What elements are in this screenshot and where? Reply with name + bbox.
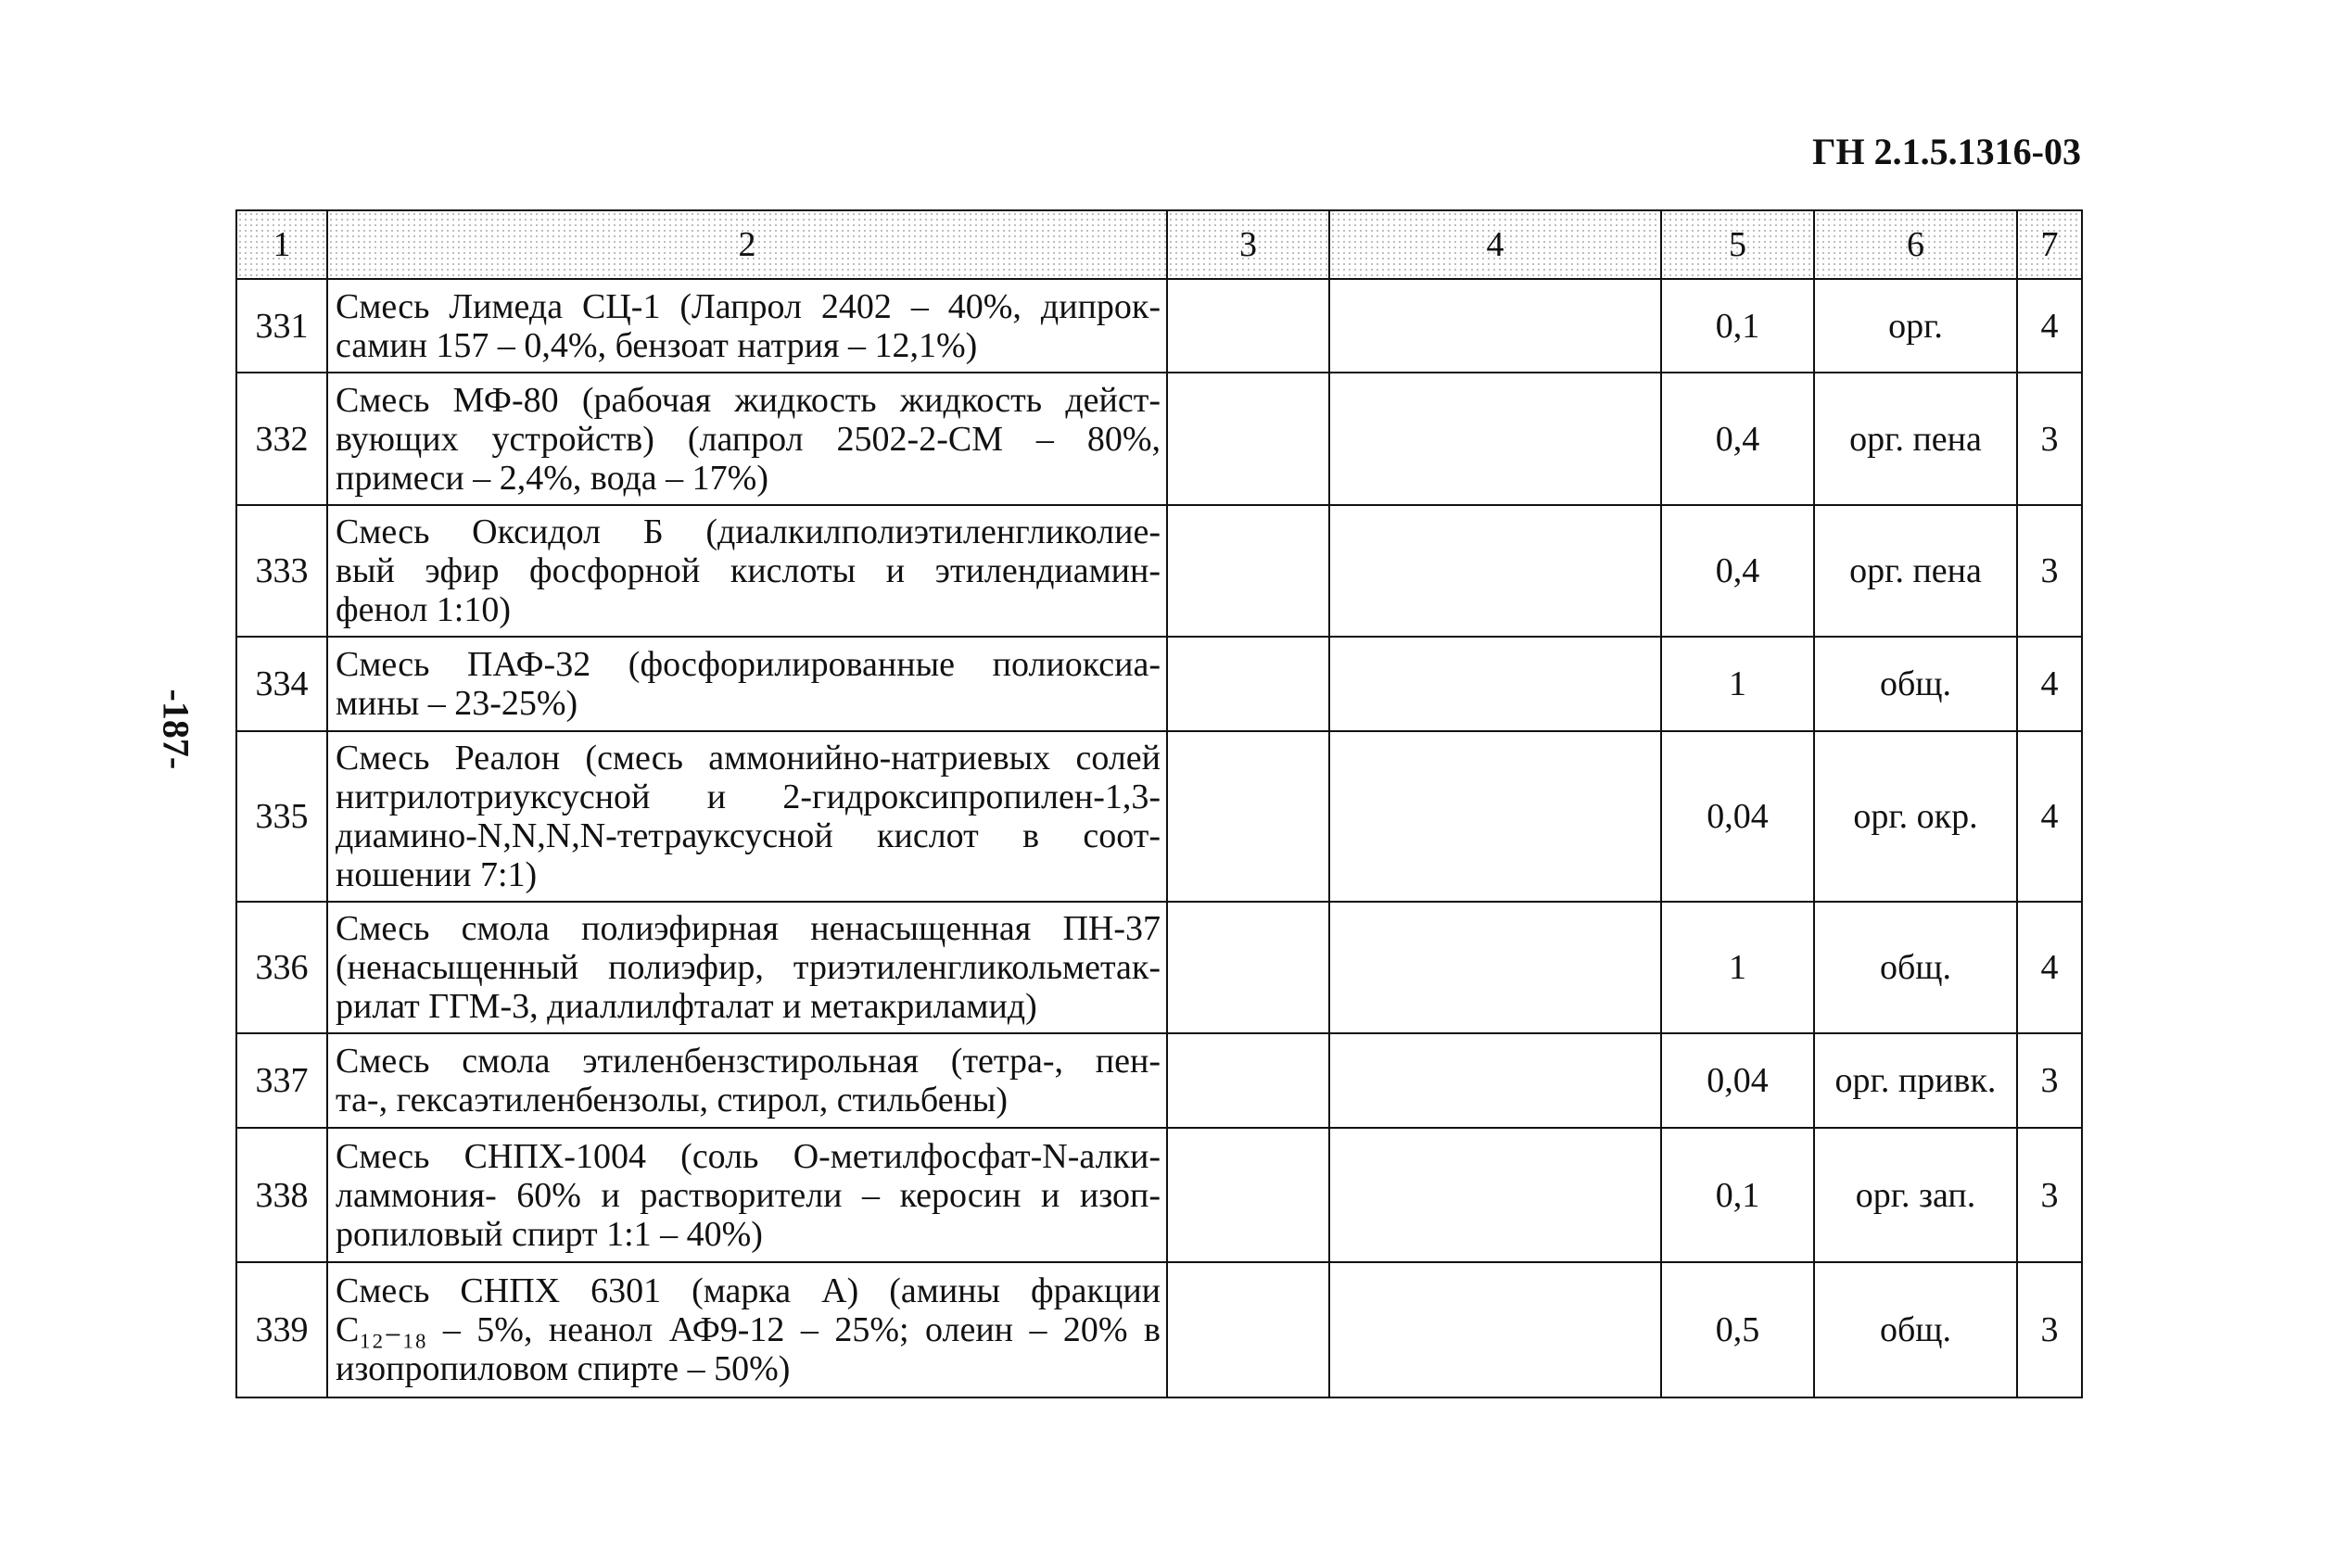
substance-name: [327, 1033, 1167, 1128]
row-number: 337: [236, 1033, 327, 1128]
column-header: 3: [1167, 210, 1329, 279]
row-number: 332: [236, 373, 327, 505]
substance-name: [327, 505, 1167, 637]
standard-value: 1: [1661, 637, 1814, 731]
substance-name-line: вующих устройств) (лапрол 2502-2-СМ – 80%,: [336, 419, 1161, 459]
hazard-class: 4: [2017, 279, 2082, 373]
substance-name-line: диамино-N,N,N,N-тетрауксусной кислот в соот-: [336, 816, 1161, 855]
substance-name-line: самин 157 – 0,4%, бензоат натрия – 12,1%): [336, 325, 978, 365]
document-code: ГН 2.1.5.1316-03: [1812, 131, 2081, 172]
hazard-class: 3: [2017, 505, 2082, 637]
hazard-class: 3: [2017, 1033, 2082, 1128]
substance-name: [327, 902, 1167, 1033]
row-number: 331: [236, 279, 327, 373]
table-row: [236, 505, 2082, 637]
hazard-class: 4: [2017, 731, 2082, 902]
row-number: 336: [236, 902, 327, 1033]
substance-name-line: Смесь Реалон (смесь аммонийно-натриевых солей: [336, 739, 1161, 778]
substance-name-line: Смесь Лимеда СЦ-1 (Лапрол 2402 – 40%, дипрок-: [336, 286, 1161, 326]
substance-name-line: Смесь СНПХ 6301 (марка А) (амины фракции: [336, 1271, 1161, 1310]
harm-indicator: общ.: [1814, 637, 2017, 731]
substance-name-line: ношении 7:1): [336, 855, 538, 894]
substance-name: [327, 731, 1167, 902]
cell-col4: [1329, 1128, 1661, 1262]
table-row: [236, 731, 2082, 902]
column-header: 1: [236, 210, 327, 279]
row-number: 338: [236, 1128, 327, 1262]
cell-col4: [1329, 1262, 1661, 1397]
cell-col3: [1167, 902, 1329, 1033]
cell-col4: [1329, 505, 1661, 637]
table-row: [236, 1033, 2082, 1128]
page-number: -187-: [155, 689, 197, 770]
column-header: 4: [1329, 210, 1661, 279]
row-number: 333: [236, 505, 327, 637]
substance-name-line: Смесь МФ-80 (рабочая жидкость жидкость дейст-: [336, 380, 1161, 420]
standard-value: 0,1: [1661, 279, 1814, 373]
table-row: [236, 637, 2082, 731]
substance-name: [327, 637, 1167, 731]
substance-name: [327, 279, 1167, 373]
substance-name-line: вый эфир фосфорной кислоты и этилендиамин-: [336, 551, 1161, 590]
harm-indicator: орг.: [1814, 279, 2017, 373]
substance-name-line: Смесь Оксидол Б (диалкилполиэтиленгликолие-: [336, 512, 1161, 551]
substance-name-line: Смесь СНПХ-1004 (соль О-метилфосфат-N-алки-: [336, 1136, 1161, 1176]
harm-indicator: орг. зап.: [1814, 1128, 2017, 1262]
hazard-class: 4: [2017, 902, 2082, 1033]
table-row: [236, 1262, 2082, 1397]
standard-value: 0,1: [1661, 1128, 1814, 1262]
cell-col3: [1167, 1128, 1329, 1262]
substance-name-line: ламмония- 60% и растворители – керосин и изоп-: [336, 1175, 1161, 1215]
substance-name-line: рилат ГГМ-3, диаллилфталат и метакриламид): [336, 987, 1037, 1026]
table-row: [236, 902, 2082, 1033]
table-row: [236, 373, 2082, 505]
harm-indicator: общ.: [1814, 902, 2017, 1033]
cell-col3: [1167, 1262, 1329, 1397]
harm-indicator: общ.: [1814, 1262, 2017, 1397]
substance-name-line: C₁₂₋₁₈ – 5%, неанол АФ9-12 – 25%; олеин – 20% в: [336, 1310, 1161, 1349]
substance-name-line: Смесь смола полиэфирная ненасыщенная ПН-37: [336, 909, 1161, 948]
hygiene-standards-table: [235, 209, 2083, 1398]
hazard-class: 3: [2017, 1262, 2082, 1397]
cell-col3: [1167, 279, 1329, 373]
substance-name: [327, 1128, 1167, 1262]
standard-value: 0,4: [1661, 373, 1814, 505]
column-header-row: [236, 210, 2082, 279]
harm-indicator: орг. пена: [1814, 373, 2017, 505]
substance-name-line: изопропиловом спирте – 50%): [336, 1349, 791, 1388]
substance-name-line: та-, гексаэтиленбензолы, стирол, стильбены): [336, 1081, 1009, 1119]
harm-indicator: орг. привк.: [1814, 1033, 2017, 1128]
column-header: 2: [327, 210, 1167, 279]
substance-name-line: примеси – 2,4%, вода – 17%): [336, 458, 768, 498]
substance-name-line: нитрилотриуксусной и 2-гидроксипропилен-1,3-: [336, 778, 1161, 816]
row-number: 339: [236, 1262, 327, 1397]
cell-col3: [1167, 505, 1329, 637]
hazard-class: 4: [2017, 637, 2082, 731]
harm-indicator: орг. окр.: [1814, 731, 2017, 902]
cell-col3: [1167, 731, 1329, 902]
substance-name: [327, 1262, 1167, 1397]
harm-indicator: орг. пена: [1814, 505, 2017, 637]
substance-name-line: (ненасыщенный полиэфир, триэтиленгликольметак-: [336, 948, 1161, 987]
row-number: 334: [236, 637, 327, 731]
column-header: 6: [1814, 210, 2017, 279]
standard-value: 0,4: [1661, 505, 1814, 637]
cell-col4: [1329, 1033, 1661, 1128]
substance-name-line: ропиловый спирт 1:1 – 40%): [336, 1214, 763, 1254]
cell-col3: [1167, 637, 1329, 731]
substance-name-line: Смесь ПАФ-32 (фосфорилированные полиоксиа-: [336, 645, 1161, 684]
substance-name: [327, 373, 1167, 505]
cell-col3: [1167, 1033, 1329, 1128]
standard-value: 0,5: [1661, 1262, 1814, 1397]
row-number: 335: [236, 731, 327, 902]
hazard-class: 3: [2017, 1128, 2082, 1262]
cell-col4: [1329, 279, 1661, 373]
cell-col4: [1329, 373, 1661, 505]
column-header: 7: [2017, 210, 2082, 279]
substance-name-line: фенол 1:10): [336, 590, 511, 629]
table-row: [236, 1128, 2082, 1262]
cell-col4: [1329, 637, 1661, 731]
hazard-class: 3: [2017, 373, 2082, 505]
table-row: [236, 279, 2082, 373]
cell-col3: [1167, 373, 1329, 505]
column-header: 5: [1661, 210, 1814, 279]
substance-name-line: мины – 23-25%): [336, 684, 578, 723]
cell-col4: [1329, 902, 1661, 1033]
standard-value: 1: [1661, 902, 1814, 1033]
standard-value: 0,04: [1661, 1033, 1814, 1128]
substance-name-line: Смесь смола этиленбензстирольная (тетра-, пен-: [336, 1042, 1161, 1081]
standard-value: 0,04: [1661, 731, 1814, 902]
cell-col4: [1329, 731, 1661, 902]
